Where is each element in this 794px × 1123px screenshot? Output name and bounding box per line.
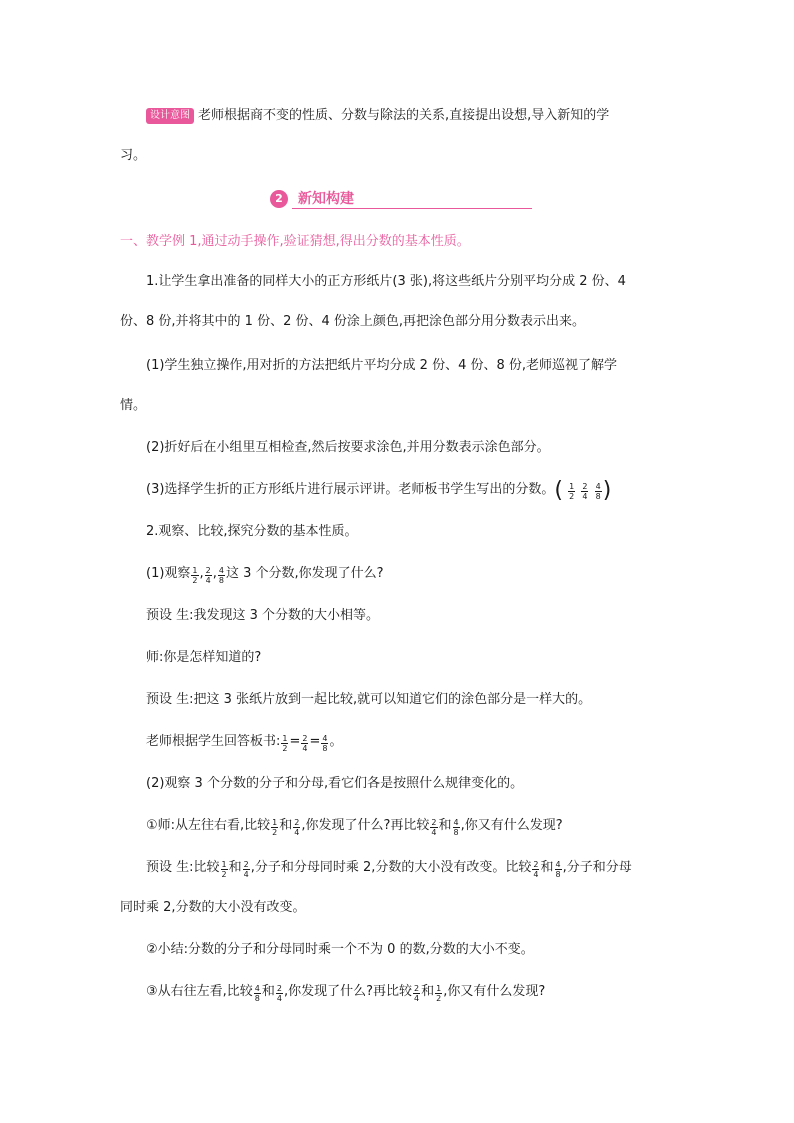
numerator: 1 <box>436 984 442 993</box>
fraction <box>430 818 437 837</box>
numerator: 1 <box>272 818 278 827</box>
denominator: 8 <box>254 994 260 1003</box>
denominator: 4 <box>431 828 437 837</box>
numerator: 1 <box>282 734 288 743</box>
denominator: 8 <box>322 744 328 753</box>
design-intent-line <box>146 106 609 126</box>
fraction <box>281 734 288 753</box>
paren-open: ( <box>554 478 564 503</box>
paragraph-summary: ②小结:分数的分子和分母同时乘一个不为 0 的数,分数的大小不变。 <box>146 942 534 957</box>
fraction <box>276 984 283 1003</box>
numerator: 2 <box>533 860 539 869</box>
denominator: 2 <box>569 492 575 501</box>
denominator: 4 <box>582 492 588 501</box>
design-intent-badge: 设计意图 <box>146 108 194 124</box>
denominator: 4 <box>533 870 539 879</box>
fraction <box>581 482 588 501</box>
paragraph: 2.观察、比较,探究分数的基本性质。 <box>146 524 358 539</box>
fraction <box>218 566 225 585</box>
denominator: 8 <box>595 492 601 501</box>
fraction <box>243 860 250 879</box>
numerator: 2 <box>431 818 437 827</box>
denominator: 8 <box>555 870 561 879</box>
paragraph-text: (3)选择学生折的正方形纸片进行展示评讲。老师板书学生写出的分数。 <box>146 482 555 497</box>
numerator: 2 <box>302 734 308 743</box>
numerator: 4 <box>555 860 561 869</box>
fraction <box>453 818 460 837</box>
numerator: 4 <box>453 818 459 827</box>
denominator: 4 <box>414 994 420 1003</box>
denominator: 2 <box>282 744 288 753</box>
numerator: 1 <box>221 860 227 869</box>
fraction <box>321 734 328 753</box>
paragraph: 预设 生:把这 3 张纸片放到一起比较,就可以知道它们的涂色部分是一样大的。 <box>146 692 592 707</box>
paragraph: 1.让学生拿出准备的同样大小的正方形纸片(3 张),将这些纸片分别平均分成 2 份、4 <box>146 274 626 289</box>
fraction <box>271 818 278 837</box>
section-number: 2 <box>270 190 288 208</box>
numerator: 4 <box>322 734 328 743</box>
fraction <box>301 734 308 753</box>
paragraph: 情。 <box>120 398 147 413</box>
numerator: 2 <box>414 984 420 993</box>
denominator: 4 <box>205 576 211 585</box>
denominator: 8 <box>218 576 224 585</box>
numerator: 2 <box>243 860 249 869</box>
numerator: 1 <box>192 566 198 575</box>
paragraph-right-to-left: ③从右往左看,比较 $\frac{4}{8}$ 和 $\frac{2}{4}$ ,你发现了什么?再比较 $\frac{2}{4}$ 和 $\frac{1}{2}$ ,你又有什么发现? <box>146 984 546 1003</box>
numerator: 2 <box>276 984 282 993</box>
fraction <box>568 482 575 501</box>
fraction <box>293 818 300 837</box>
paragraph-board-equation: 老师根据学生回答板书: $\frac{1}{2}$ = $\frac{2}{4}$ = $\frac{4}{8}$ 。 <box>146 734 343 753</box>
paragraph: 师:你是怎样知道的? <box>146 650 262 665</box>
numerator: 4 <box>218 566 224 575</box>
section-header <box>270 188 532 214</box>
fraction <box>205 566 212 585</box>
section-divider <box>292 208 532 209</box>
paragraph: 预设 生:我发现这 3 个分数的大小相等。 <box>146 608 380 623</box>
paragraph: (2)观察 3 个分数的分子和分母,看它们各是按照什么规律变化的。 <box>146 776 524 791</box>
paragraph-answer: 预设 生:比较 $\frac{1}{2}$ 和 $\frac{2}{4}$ ,分子和分母同时乘 2,分数的大小没有改变。比较 $\frac{2}{4}$ 和 $\frac{4}{8}$ ,分子和分母 <box>146 860 632 879</box>
denominator: 4 <box>243 870 249 879</box>
heading-example-1: 一、教学例 1,通过动手操作,验证猜想,得出分数的基本性质。 <box>120 234 470 249</box>
paragraph-left-to-right: ①师:从左往右看,比较 $\frac{1}{2}$ 和 $\frac{2}{4}$ ,你发现了什么?再比较 $\frac{2}{4}$ 和 $\frac{4}{8}$ ,你又有什么发现? <box>146 818 563 837</box>
fraction <box>532 860 539 879</box>
numerator: 2 <box>294 818 300 827</box>
fraction <box>191 566 198 585</box>
numerator: 1 <box>569 482 575 491</box>
paragraph-observe: (1)观察 $\frac{1}{2}$ , $\frac{2}{4}$ , $\frac{4}{8}$ 这 3 个分数,你发现了什么? <box>146 566 384 585</box>
paragraph-board-fractions <box>146 480 611 501</box>
numerator: 2 <box>582 482 588 491</box>
paragraph: 份、8 份,并将其中的 1 份、2 份、4 份涂上颜色,再把涂色部分用分数表示出来。 <box>120 314 586 329</box>
paragraph: (1)学生独立操作,用对折的方法把纸片平均分成 2 份、4 份、8 份,老师巡视了解学 <box>146 358 618 373</box>
fraction <box>413 984 420 1003</box>
fraction <box>435 984 442 1003</box>
numerator: 4 <box>254 984 260 993</box>
denominator: 8 <box>453 828 459 837</box>
denominator: 2 <box>272 828 278 837</box>
fraction <box>595 482 602 501</box>
denominator: 2 <box>436 994 442 1003</box>
fraction <box>221 860 228 879</box>
paragraph: (2)折好后在小组里互相检查,然后按要求涂色,并用分数表示涂色部分。 <box>146 440 550 455</box>
paragraph: 同时乘 2,分数的大小没有改变。 <box>120 900 306 915</box>
denominator: 4 <box>294 828 300 837</box>
denominator: 2 <box>192 576 198 585</box>
numerator: 2 <box>205 566 211 575</box>
fraction <box>555 860 562 879</box>
intro-text-cont: 习。 <box>120 148 147 163</box>
numerator: 4 <box>595 482 601 491</box>
intro-text: 老师根据商不变的性质、分数与除法的关系,直接提出设想,导入新知的学 <box>198 108 610 123</box>
section-title: 新知构建 <box>298 191 354 207</box>
denominator: 4 <box>276 994 282 1003</box>
fraction <box>254 984 261 1003</box>
denominator: 2 <box>221 870 227 879</box>
denominator: 4 <box>302 744 308 753</box>
paren-close: ) <box>602 478 612 503</box>
